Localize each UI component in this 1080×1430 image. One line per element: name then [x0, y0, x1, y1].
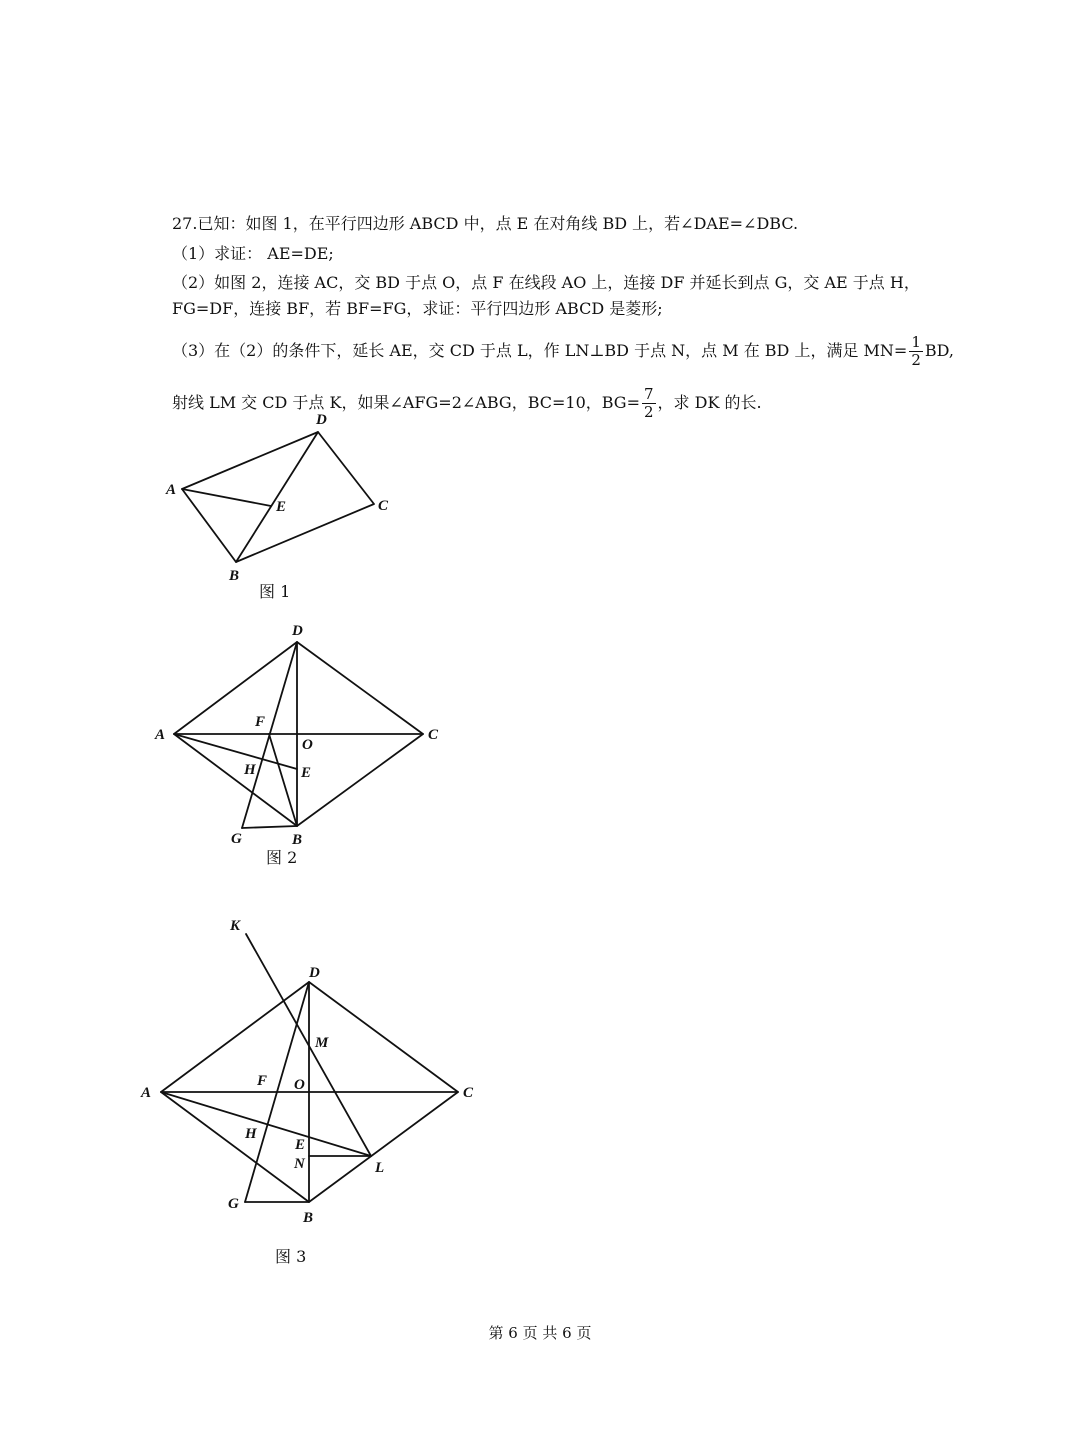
figure-1-diagram [182, 432, 374, 562]
page-footer: 第 6 页 共 6 页 [488, 1324, 592, 1342]
fig3-label-g: G [228, 1196, 239, 1212]
fig2-label-d: D [292, 623, 303, 639]
figure-2-diagram [174, 642, 423, 828]
fig2-label-a: A [155, 727, 166, 743]
fig2-segment-gb [242, 826, 297, 828]
fig2-segment-ae [174, 734, 297, 769]
fig2-label-e: E [301, 765, 312, 781]
part-3-suffix: BD, [924, 341, 954, 360]
figure-1-caption: 图 1 [259, 582, 291, 601]
fig3-label-m: M [315, 1035, 329, 1051]
figure-3-caption: 图 3 [275, 1247, 307, 1266]
fig2-label-o: O [302, 737, 313, 753]
fraction-one-half: $\frac{1}{2}$ [911, 333, 921, 369]
part-3-prefix: （3）在（2）的条件下，延长 AE，交 CD 于点 L，作 LN⊥BD 于点 N，点 M 在 BD 上，满足 MN= [172, 341, 908, 360]
fig3-label-l: L [375, 1160, 385, 1176]
figure-2-caption: 图 2 [266, 848, 298, 867]
part-3b-prefix: 射线 LM 交 CD 于点 K，如果∠AFG=2∠ABG，BC=10，BG= [172, 393, 640, 412]
fig1-label-e: E [276, 499, 287, 515]
fig1-label-d: D [316, 412, 327, 428]
fig3-label-b: B [303, 1210, 314, 1226]
fig3-label-n: N [294, 1156, 305, 1172]
part-2-line-1: （2）如图 2，连接 AC，交 BD 于点 O，点 F 在线段 AO 上，连接 DF 并延长到点 G，交 AE 于点 H， [172, 273, 920, 292]
fig3-label-h: H [245, 1126, 257, 1142]
fig1-diagonal-bd [236, 432, 318, 562]
fig3-label-e: E [295, 1137, 306, 1153]
fraction-seven-halves: $\frac{7}{2}$ [644, 385, 654, 421]
part-1: （1）求证： AE=DE; [172, 244, 334, 263]
fig1-label-c: C [378, 498, 389, 514]
fig1-label-a: A [166, 482, 177, 498]
fig2-label-h: H [244, 762, 256, 778]
fig3-label-k: K [230, 918, 241, 934]
fig3-label-f: F [257, 1073, 268, 1089]
fig2-label-f: F [255, 714, 266, 730]
part-3b-suffix: ，求 DK 的长. [657, 393, 762, 412]
fig2-label-g: G [231, 831, 242, 847]
fig3-label-d: D [309, 965, 320, 981]
fig1-segment-ae [182, 489, 271, 506]
problem-stem: 27.已知：如图 1，在平行四边形 ABCD 中，点 E 在对角线 BD 上，若∠DAE=∠DBC. [172, 214, 799, 233]
fig2-label-b: B [292, 832, 303, 848]
fig3-label-a: A [141, 1085, 152, 1101]
fig2-label-c: C [428, 727, 439, 743]
fig3-label-c: C [463, 1085, 474, 1101]
fig2-segment-fb [269, 734, 297, 826]
part-2-line-2: FG=DF，连接 BF，若 BF=FG，求证：平行四边形 ABCD 是菱形; [172, 299, 663, 318]
fig3-label-o: O [294, 1077, 305, 1093]
fig1-label-b: B [229, 568, 240, 584]
